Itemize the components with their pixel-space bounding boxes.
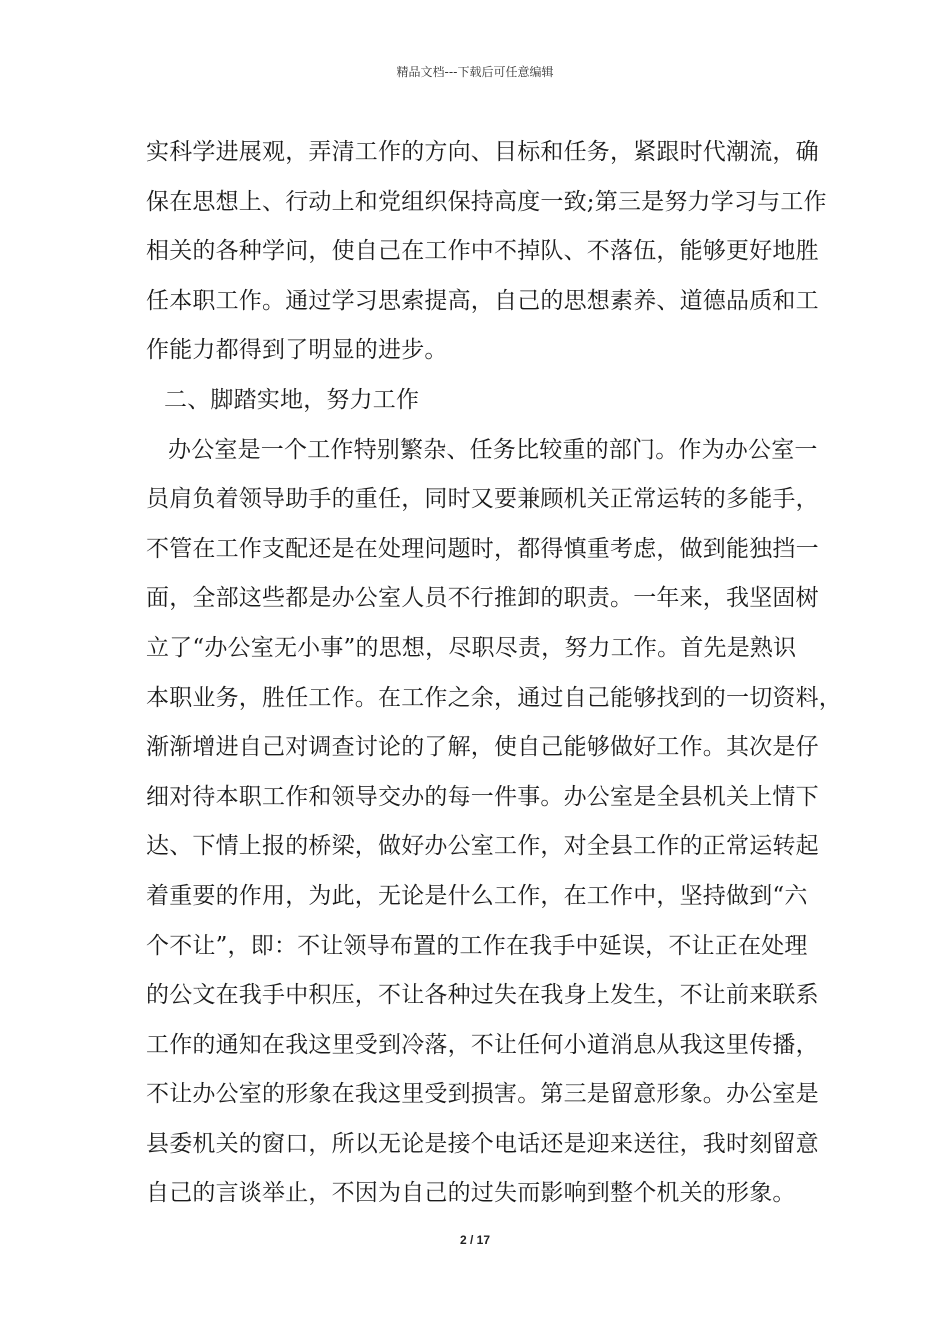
body-line: 不管在工作支配还是在处理问题时，都得慎重考虑，做到能独挡一 xyxy=(146,535,819,562)
body-line: 个不让”，即：不让领导布置的工作在我手中延误，不让正在处理 xyxy=(146,932,808,959)
body-line: 任本职工作。通过学习思索提高，自己的思想素养、道德品质和工 xyxy=(146,287,819,314)
body-line: 实科学进展观，弄清工作的方向、目标和任务，紧跟时代潮流，确 xyxy=(146,139,819,165)
document-body xyxy=(146,128,842,1219)
body-line: 着重要的作用，为此，无论是什么工作，在工作中，坚持做到“六 xyxy=(146,882,808,909)
body-line: 细对待本职工作和领导交办的每一件事。办公室是全县机关上情下 xyxy=(146,783,819,810)
body-line: 的公文在我手中积压，不让各种过失在我身上发生，不让前来联系 xyxy=(146,982,819,1009)
body-line: 渐渐增进自己对调查讨论的了解，使自己能够做好工作。其次是仔 xyxy=(146,734,819,761)
body-line: 立了“办公室无小事”的思想，尽职尽责，努力工作。首先是熟识 xyxy=(146,634,797,661)
page-header-watermark: 精品文档---下载后可任意编辑 xyxy=(396,65,554,79)
body-line: 县委机关的窗口，所以无论是接个电话还是迎来送往，我时刻留意 xyxy=(146,1130,819,1157)
body-line: 员肩负着领导助手的重任，同时又要兼顾机关正常运转的多能手， xyxy=(146,486,819,513)
section-heading: 二、脚踏实地，努力工作 xyxy=(164,386,420,413)
body-line: 作能力都得到了明显的进步。 xyxy=(146,337,448,364)
body-line: 达、下情上报的桥梁，做好办公室工作，对全县工作的正常运转起 xyxy=(146,833,819,860)
body-line: 保在思想上、行动上和党组织保持高度一致;第三是努力学习与工作 xyxy=(146,188,827,215)
body-line: 相关的各种学问，使自己在工作中不掉队、不落伍，能够更好地胜 xyxy=(146,238,819,265)
body-line: 不让办公室的形象在我这里受到损害。第三是留意形象。办公室是 xyxy=(146,1081,819,1108)
page-number: 2 / 17 xyxy=(459,1233,491,1247)
body-line: 面，全部这些都是办公室人员不行推卸的职责。一年来，我坚固树 xyxy=(146,585,819,612)
paragraph-first-line: 办公室是一个工作特别繁杂、任务比较重的部门。作为办公室一 xyxy=(168,436,818,463)
body-line: 工作的通知在我这里受到冷落，不让任何小道消息从我这里传播， xyxy=(146,1031,819,1058)
body-line: 本职业务，胜任工作。在工作之余，通过自己能够找到的一切资料， xyxy=(146,684,842,711)
body-line: 自己的言谈举止，不因为自己的过失而影响到整个机关的形象。 xyxy=(146,1180,796,1207)
